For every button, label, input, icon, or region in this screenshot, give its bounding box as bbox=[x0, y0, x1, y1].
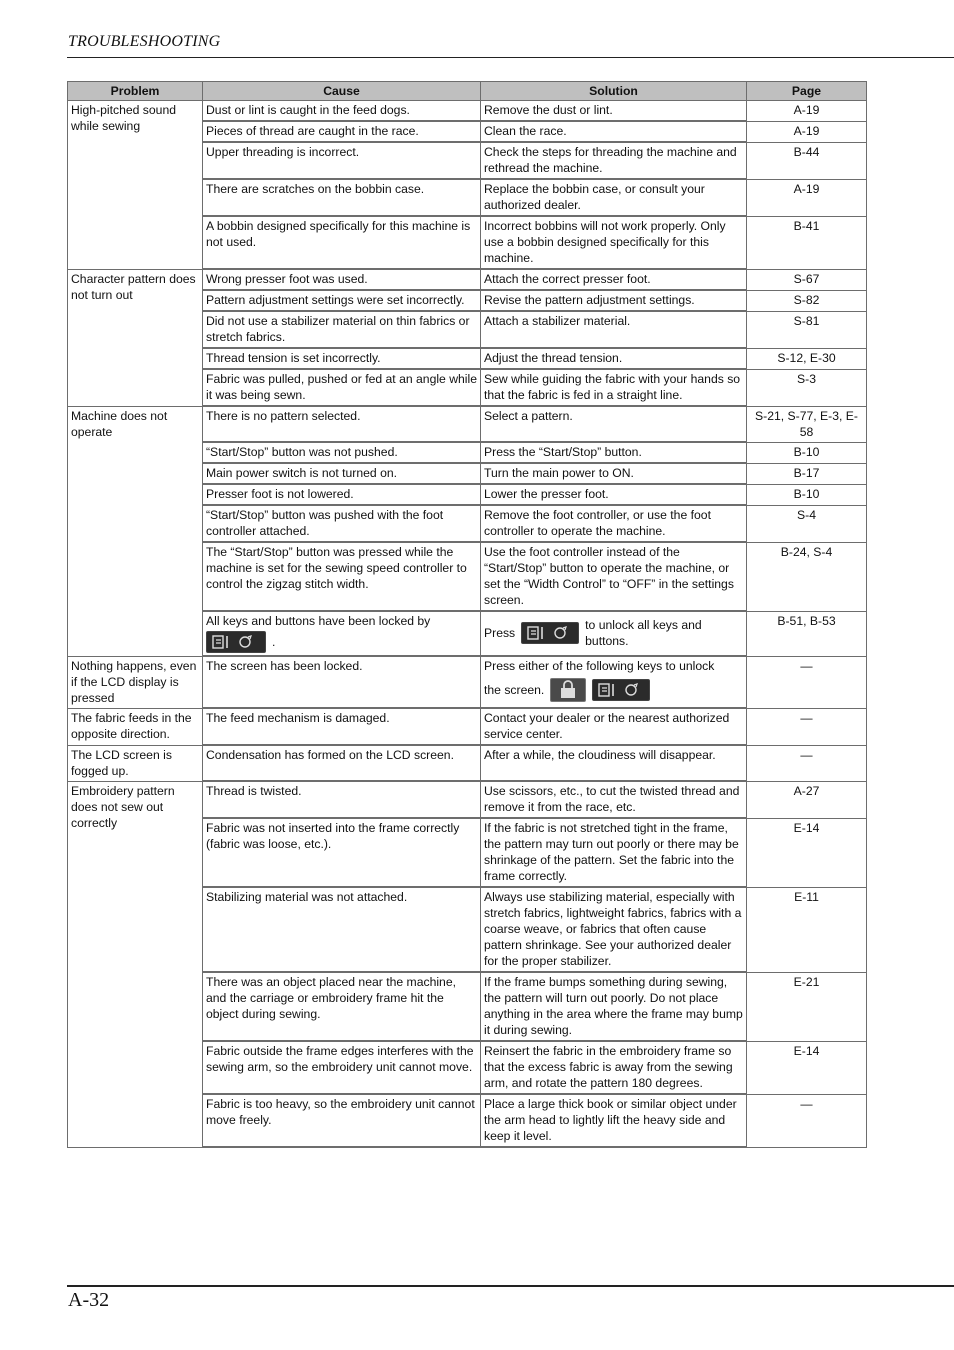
page-ref-cell: B-41 bbox=[747, 216, 867, 269]
padlock-icon bbox=[550, 678, 586, 702]
troubleshooting-table bbox=[67, 81, 867, 1148]
table-row bbox=[68, 656, 867, 708]
page-ref-cell: E-14 bbox=[747, 1041, 867, 1094]
table-row bbox=[68, 406, 867, 442]
problem-cell: High-pitched sound while sewing bbox=[68, 101, 203, 270]
problem-cell: Character pattern does not turn out bbox=[68, 269, 203, 406]
cause-cell: There is no pattern selected. bbox=[203, 406, 481, 442]
column-header-problem: Problem bbox=[68, 82, 203, 101]
solution-cell: Reinsert the fabric in the embroidery frame so that the excess fabric is away from the sewing arm, and rotate the pattern 180 degrees. bbox=[481, 1041, 747, 1094]
solution-cell: Revise the pattern adjustment settings. bbox=[481, 290, 747, 311]
column-header-page: Page bbox=[747, 82, 867, 101]
cause-cell: The “Start/Stop” button was pressed while the machine is set for the sewing speed controller to control the zigzag stitch width. bbox=[203, 542, 481, 611]
solution-cell: Check the steps for threading the machine and rethread the machine. bbox=[481, 142, 747, 179]
page-ref-cell: A-19 bbox=[747, 121, 867, 142]
cause-cell: “Start/Stop” button was pushed with the foot controller attached. bbox=[203, 505, 481, 542]
cause-cell bbox=[203, 611, 481, 656]
page-ref-cell: A-27 bbox=[747, 781, 867, 818]
solution-cell: Remove the foot controller, or use the foot controller to operate the machine. bbox=[481, 505, 747, 542]
page-ref-cell: S-21, S-77, E-3, E-58 bbox=[747, 406, 867, 442]
page-ref-cell: E-11 bbox=[747, 887, 867, 972]
cause-cell: Upper threading is incorrect. bbox=[203, 142, 481, 179]
cause-cell: Wrong presser foot was used. bbox=[203, 269, 481, 290]
page-ref-cell: S-4 bbox=[747, 505, 867, 542]
cause-text: All keys and buttons have been locked by bbox=[206, 614, 431, 628]
solution-cell: Attach the correct presser foot. bbox=[481, 269, 747, 290]
cause-cell: Did not use a stabilizer material on thin fabrics or stretch fabrics. bbox=[203, 311, 481, 348]
cause-cell: Fabric was pulled, pushed or fed at an angle while it was being sewn. bbox=[203, 369, 481, 406]
cause-cell: Fabric outside the frame edges interferes with the sewing arm, so the embroidery unit cannot move. bbox=[203, 1041, 481, 1094]
problem-cell: The fabric feeds in the opposite direction. bbox=[68, 708, 203, 745]
problem-cell: The LCD screen is fogged up. bbox=[68, 745, 203, 781]
page-ref-cell: — bbox=[747, 1094, 867, 1147]
table-row bbox=[68, 708, 867, 745]
footer-divider bbox=[67, 1285, 954, 1287]
solution-cell: Place a large thick book or similar object under the arm head to lightly lift the heavy side and keep it level. bbox=[481, 1094, 747, 1147]
table-row bbox=[68, 269, 867, 290]
problem-cell: Machine does not operate bbox=[68, 406, 203, 656]
solution-cell: Incorrect bobbins will not work properly. Only use a bobbin designed specifically for this machine. bbox=[481, 216, 747, 269]
solution-cell: Use the foot controller instead of the “Start/Stop” button to operate the machine, or set the “Width Control” to “OFF” in the settings screen. bbox=[481, 542, 747, 611]
solution-cell: If the fabric is not stretched tight in the frame, the pattern may turn out poorly or there may be shrinkage of the pattern. Set the fabric into the frame correctly. bbox=[481, 818, 747, 887]
column-header-cause: Cause bbox=[203, 82, 481, 101]
solution-suffix: to unlock all keys and buttons. bbox=[585, 618, 702, 648]
page-ref-cell: E-14 bbox=[747, 818, 867, 887]
page-ref-cell: B-51, B-53 bbox=[747, 611, 867, 656]
page-ref-cell: B-17 bbox=[747, 463, 867, 484]
solution-cell: Lower the presser foot. bbox=[481, 484, 747, 505]
lock-key-inline bbox=[206, 631, 477, 653]
cause-cell: Stabilizing material was not attached. bbox=[203, 887, 481, 972]
solution-cell: Press the “Start/Stop” button. bbox=[481, 442, 747, 463]
solution-cell: Remove the dust or lint. bbox=[481, 101, 747, 122]
cause-cell: Presser foot is not lowered. bbox=[203, 484, 481, 505]
cause-cell: Thread is twisted. bbox=[203, 781, 481, 818]
solution-cell: Adjust the thread tension. bbox=[481, 348, 747, 369]
solution-text: Press bbox=[484, 626, 516, 640]
page-ref-cell: B-44 bbox=[747, 142, 867, 179]
table-row bbox=[68, 781, 867, 818]
solution-text: Press either of the following keys to unlock bbox=[484, 659, 715, 673]
cause-cell: Fabric was not inserted into the frame correctly (fabric was loose, etc.). bbox=[203, 818, 481, 887]
page-ref-cell: — bbox=[747, 745, 867, 781]
page-ref-cell: — bbox=[747, 656, 867, 708]
page-ref-cell: A-19 bbox=[747, 101, 867, 122]
column-header-solution: Solution bbox=[481, 82, 747, 101]
table-header-row bbox=[68, 82, 867, 101]
solution-cell: Use scissors, etc., to cut the twisted thread and remove it from the race, etc. bbox=[481, 781, 747, 818]
solution-cell: After a while, the cloudiness will disappear. bbox=[481, 745, 747, 781]
cause-cell: Fabric is too heavy, so the embroidery unit cannot move freely. bbox=[203, 1094, 481, 1147]
page-ref-cell: — bbox=[747, 708, 867, 745]
page-ref-cell: S-82 bbox=[747, 290, 867, 311]
cause-cell: “Start/Stop” button was not pushed. bbox=[203, 442, 481, 463]
solution-cell bbox=[481, 611, 747, 656]
solution-cell: Sew while guiding the fabric with your hands so that the fabric is fed in a straight line. bbox=[481, 369, 747, 406]
cause-suffix: . bbox=[272, 635, 276, 649]
solution-cell: Turn the main power to ON. bbox=[481, 463, 747, 484]
problem-cell: Embroidery pattern does not sew out correctly bbox=[68, 781, 203, 1147]
cause-cell: Pieces of thread are caught in the race. bbox=[203, 121, 481, 142]
solution-cell: Select a pattern. bbox=[481, 406, 747, 442]
cause-cell: Dust or lint is caught in the feed dogs. bbox=[203, 101, 481, 122]
page-ref-cell: B-24, S-4 bbox=[747, 542, 867, 611]
solution-cell: Replace the bobbin case, or consult your authorized dealer. bbox=[481, 179, 747, 216]
problem-cell: Nothing happens, even if the LCD display is pressed bbox=[68, 656, 203, 708]
page-number: A-32 bbox=[68, 1289, 110, 1311]
lock-keys-icon bbox=[521, 622, 579, 644]
page-ref-cell: B-10 bbox=[747, 484, 867, 505]
page-ref-cell: A-19 bbox=[747, 179, 867, 216]
solution-cell: If the frame bumps something during sewing, the pattern will turn out poorly. Do not place anything in the area where the frame may bump it during sewing. bbox=[481, 972, 747, 1041]
cause-cell: Thread tension is set incorrectly. bbox=[203, 348, 481, 369]
page-ref-cell: S-67 bbox=[747, 269, 867, 290]
cause-cell: Pattern adjustment settings were set incorrectly. bbox=[203, 290, 481, 311]
solution-suffix: the screen. bbox=[484, 683, 545, 697]
header-divider bbox=[67, 57, 954, 58]
solution-cell bbox=[481, 656, 747, 708]
solution-cell: Always use stabilizing material, especially with stretch fabrics, lightweight fabrics, fabrics with a coarse weave, or fabrics that often cause pattern shrinkage. See your authorized dealer for the proper stabilizer. bbox=[481, 887, 747, 972]
table-row bbox=[68, 745, 867, 781]
page-ref-cell: E-21 bbox=[747, 972, 867, 1041]
cause-cell: There are scratches on the bobbin case. bbox=[203, 179, 481, 216]
page-ref-cell: B-10 bbox=[747, 442, 867, 463]
page-ref-cell: S-3 bbox=[747, 369, 867, 406]
lock-keys-icon bbox=[206, 631, 266, 653]
page-ref-cell: S-81 bbox=[747, 311, 867, 348]
page-ref-cell: S-12, E-30 bbox=[747, 348, 867, 369]
cause-cell: There was an object placed near the machine, and the carriage or embroidery frame hit the object during sewing. bbox=[203, 972, 481, 1041]
unlock-key-inline bbox=[484, 617, 743, 649]
cause-cell: A bobbin designed specifically for this machine is not used. bbox=[203, 216, 481, 269]
section-title: TROUBLESHOOTING bbox=[68, 33, 221, 50]
cause-cell: Main power switch is not turned on. bbox=[203, 463, 481, 484]
solution-cell: Clean the race. bbox=[481, 121, 747, 142]
cause-cell: Condensation has formed on the LCD screen. bbox=[203, 745, 481, 781]
cause-cell: The feed mechanism is damaged. bbox=[203, 708, 481, 745]
cause-cell: The screen has been locked. bbox=[203, 656, 481, 708]
unlock-keys-inline bbox=[484, 678, 743, 702]
solution-cell: Contact your dealer or the nearest authorized service center. bbox=[481, 708, 747, 745]
table-row bbox=[68, 101, 867, 122]
lock-keys-icon bbox=[592, 679, 650, 701]
solution-cell: Attach a stabilizer material. bbox=[481, 311, 747, 348]
